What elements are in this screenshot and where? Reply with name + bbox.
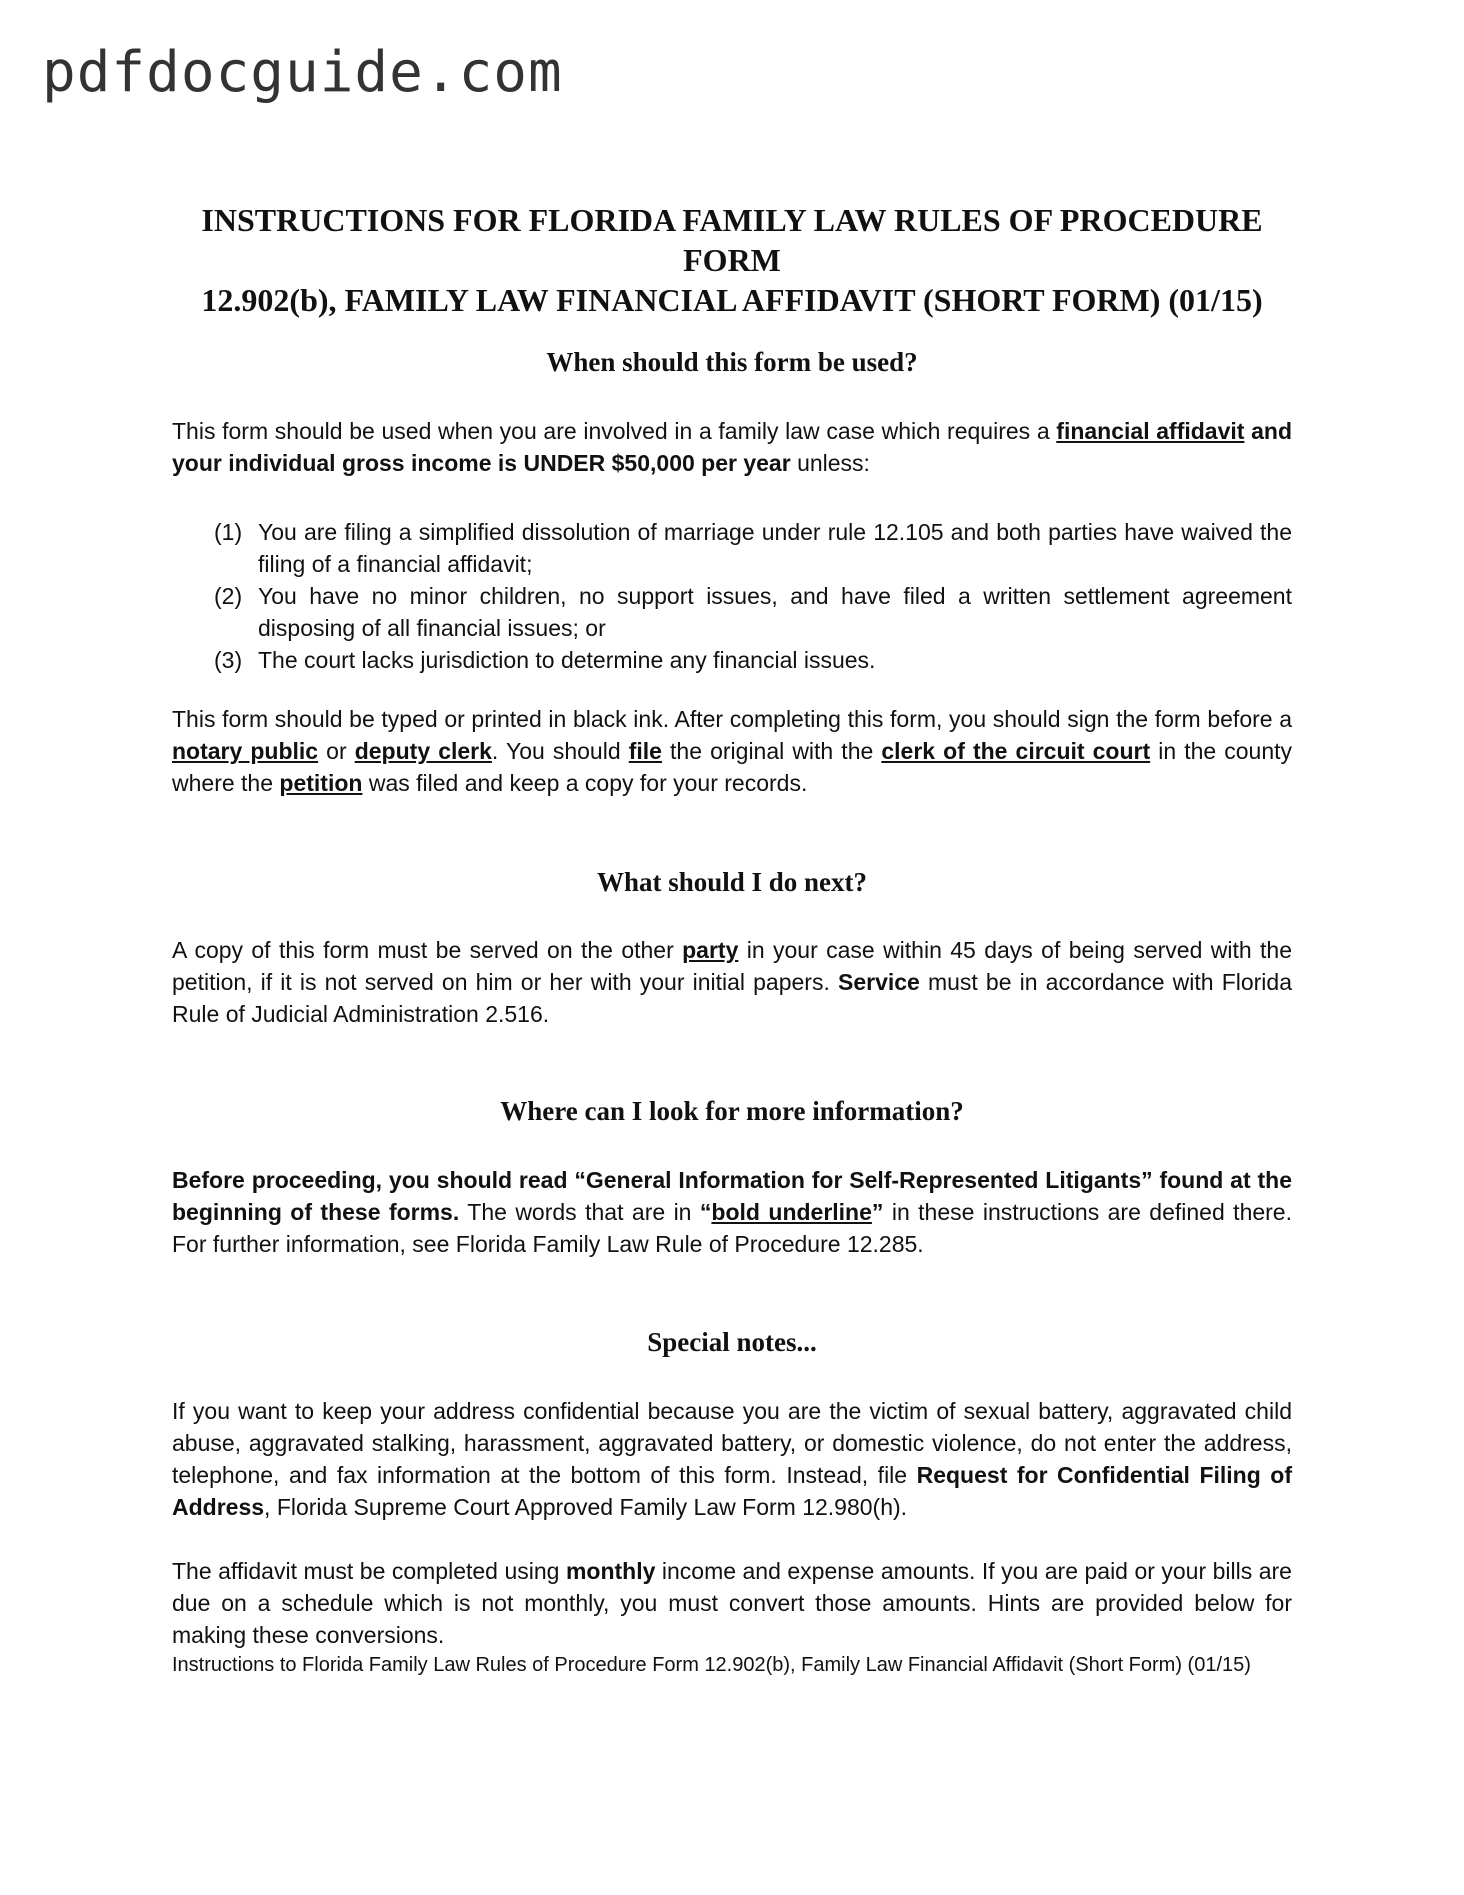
watermark-logo: pdfdocguide.com [42, 40, 563, 105]
paragraph-confidential-address: If you want to keep your address confidential because you are the victim of sexual battery, aggravated child abuse, aggravated stalking, harassment, aggravated battery, or domestic violence, do not enter the address, telephone, and fax information at the bottom of this form. Instead, file Request for Confidential Filing of Address, Florida Supreme Court Approved Family Law Form 12.980(h). [172, 1398, 1293, 1520]
income-threshold-text: and your individual gross income is UNDER $50,000 per year [172, 418, 1292, 476]
list-item-number: (3) [214, 647, 243, 673]
page-footer: Instructions to Florida Family Law Rules of Procedure Form 12.902(b), Family Law Financial Affidavit (Short Form) (01/15) [172, 1654, 1251, 1676]
paragraph-when-used: This form should be used when you are involved in a family law case which requires a financial affidavit and your individual gross income is UNDER $50,000 per year unless: [172, 418, 1292, 476]
section-heading-special-notes: Special notes... [647, 1327, 817, 1357]
defined-term-party: party [682, 937, 739, 963]
paragraph-more-information: Before proceeding, you should read “General Information for Self-Represented Litigants” found at the beginning of these forms. The words that are in “bold underline” in these instructions are defined there. For further information, see Florida Family Law Rule of Procedure 12.285. [172, 1167, 1292, 1257]
list-item-number: (2) [214, 583, 243, 609]
paragraph-monthly-amounts: The affidavit must be completed using monthly income and expense amounts. If you are paid or your bills are due on a schedule which is not monthly, you must convert those amounts. Hints are provided below for making these conversions. [172, 1558, 1292, 1648]
monthly-term: monthly [565, 1558, 656, 1584]
list-item [214, 516, 1292, 580]
defined-term-bold-underline: bold underline [711, 1199, 872, 1225]
defined-term-financial-affidavit: financial affidavit [1056, 418, 1245, 444]
general-information-notice: Before proceeding, you should read “General Information for Self-Represented Litigants” found at the beginning of these forms. [172, 1167, 1292, 1225]
list-item-number: (1) [214, 519, 243, 545]
list-item [214, 580, 1292, 644]
paragraph-filing-instructions: This form should be typed or printed in black ink. After completing this form, you should sign the form before a notary public or deputy clerk. You should file the original with the clerk of the circuit court in the county where the petition was filed and keep a copy for your records. [172, 706, 1293, 796]
document-title-line-2: 12.902(b), FAMILY LAW FINANCIAL AFFIDAVIT (SHORT FORM) (01/15) [201, 282, 1263, 318]
defined-term-deputy-clerk: deputy clerk [354, 738, 492, 764]
section-heading-more-information: Where can I look for more information? [500, 1096, 964, 1126]
document-title-line-1: INSTRUCTIONS FOR FLORIDA FAMILY LAW RULES OF PROCEDURE FORM [201, 202, 1263, 278]
list-item-text: You are filing a simplified dissolution of marriage under rule 12.105 and both parties have waived the filing of a financial affidavit; [258, 519, 1292, 577]
defined-term-petition: petition [279, 770, 363, 796]
confidential-filing-form-name: Request for Confidential Filing of Address [172, 1462, 1293, 1520]
list-item-text: The court lacks jurisdiction to determine any financial issues. [258, 647, 876, 673]
document-title [172, 200, 1292, 320]
service-term: Service [837, 969, 920, 995]
defined-term-notary-public: notary public [172, 738, 319, 764]
defined-term-file: file [628, 738, 662, 764]
list-item-text: You have no minor children, no support issues, and have filed a written settlement agreement disposing of all financial issues; or [258, 583, 1292, 641]
defined-term-clerk-of-circuit-court: clerk of the circuit court [881, 738, 1151, 764]
list-item [214, 644, 1292, 676]
exception-list [214, 516, 1292, 676]
section-heading-what-next: What should I do next? [596, 867, 868, 897]
paragraph-what-next: A copy of this form must be served on the other party in your case within 45 days of being served with the petition, if it is not served on him or her with your initial papers. Service must be in accordance with Florida Rule of Judicial Administration 2.516. [172, 937, 1293, 1027]
section-heading-when-used: When should this form be used? [546, 347, 918, 377]
